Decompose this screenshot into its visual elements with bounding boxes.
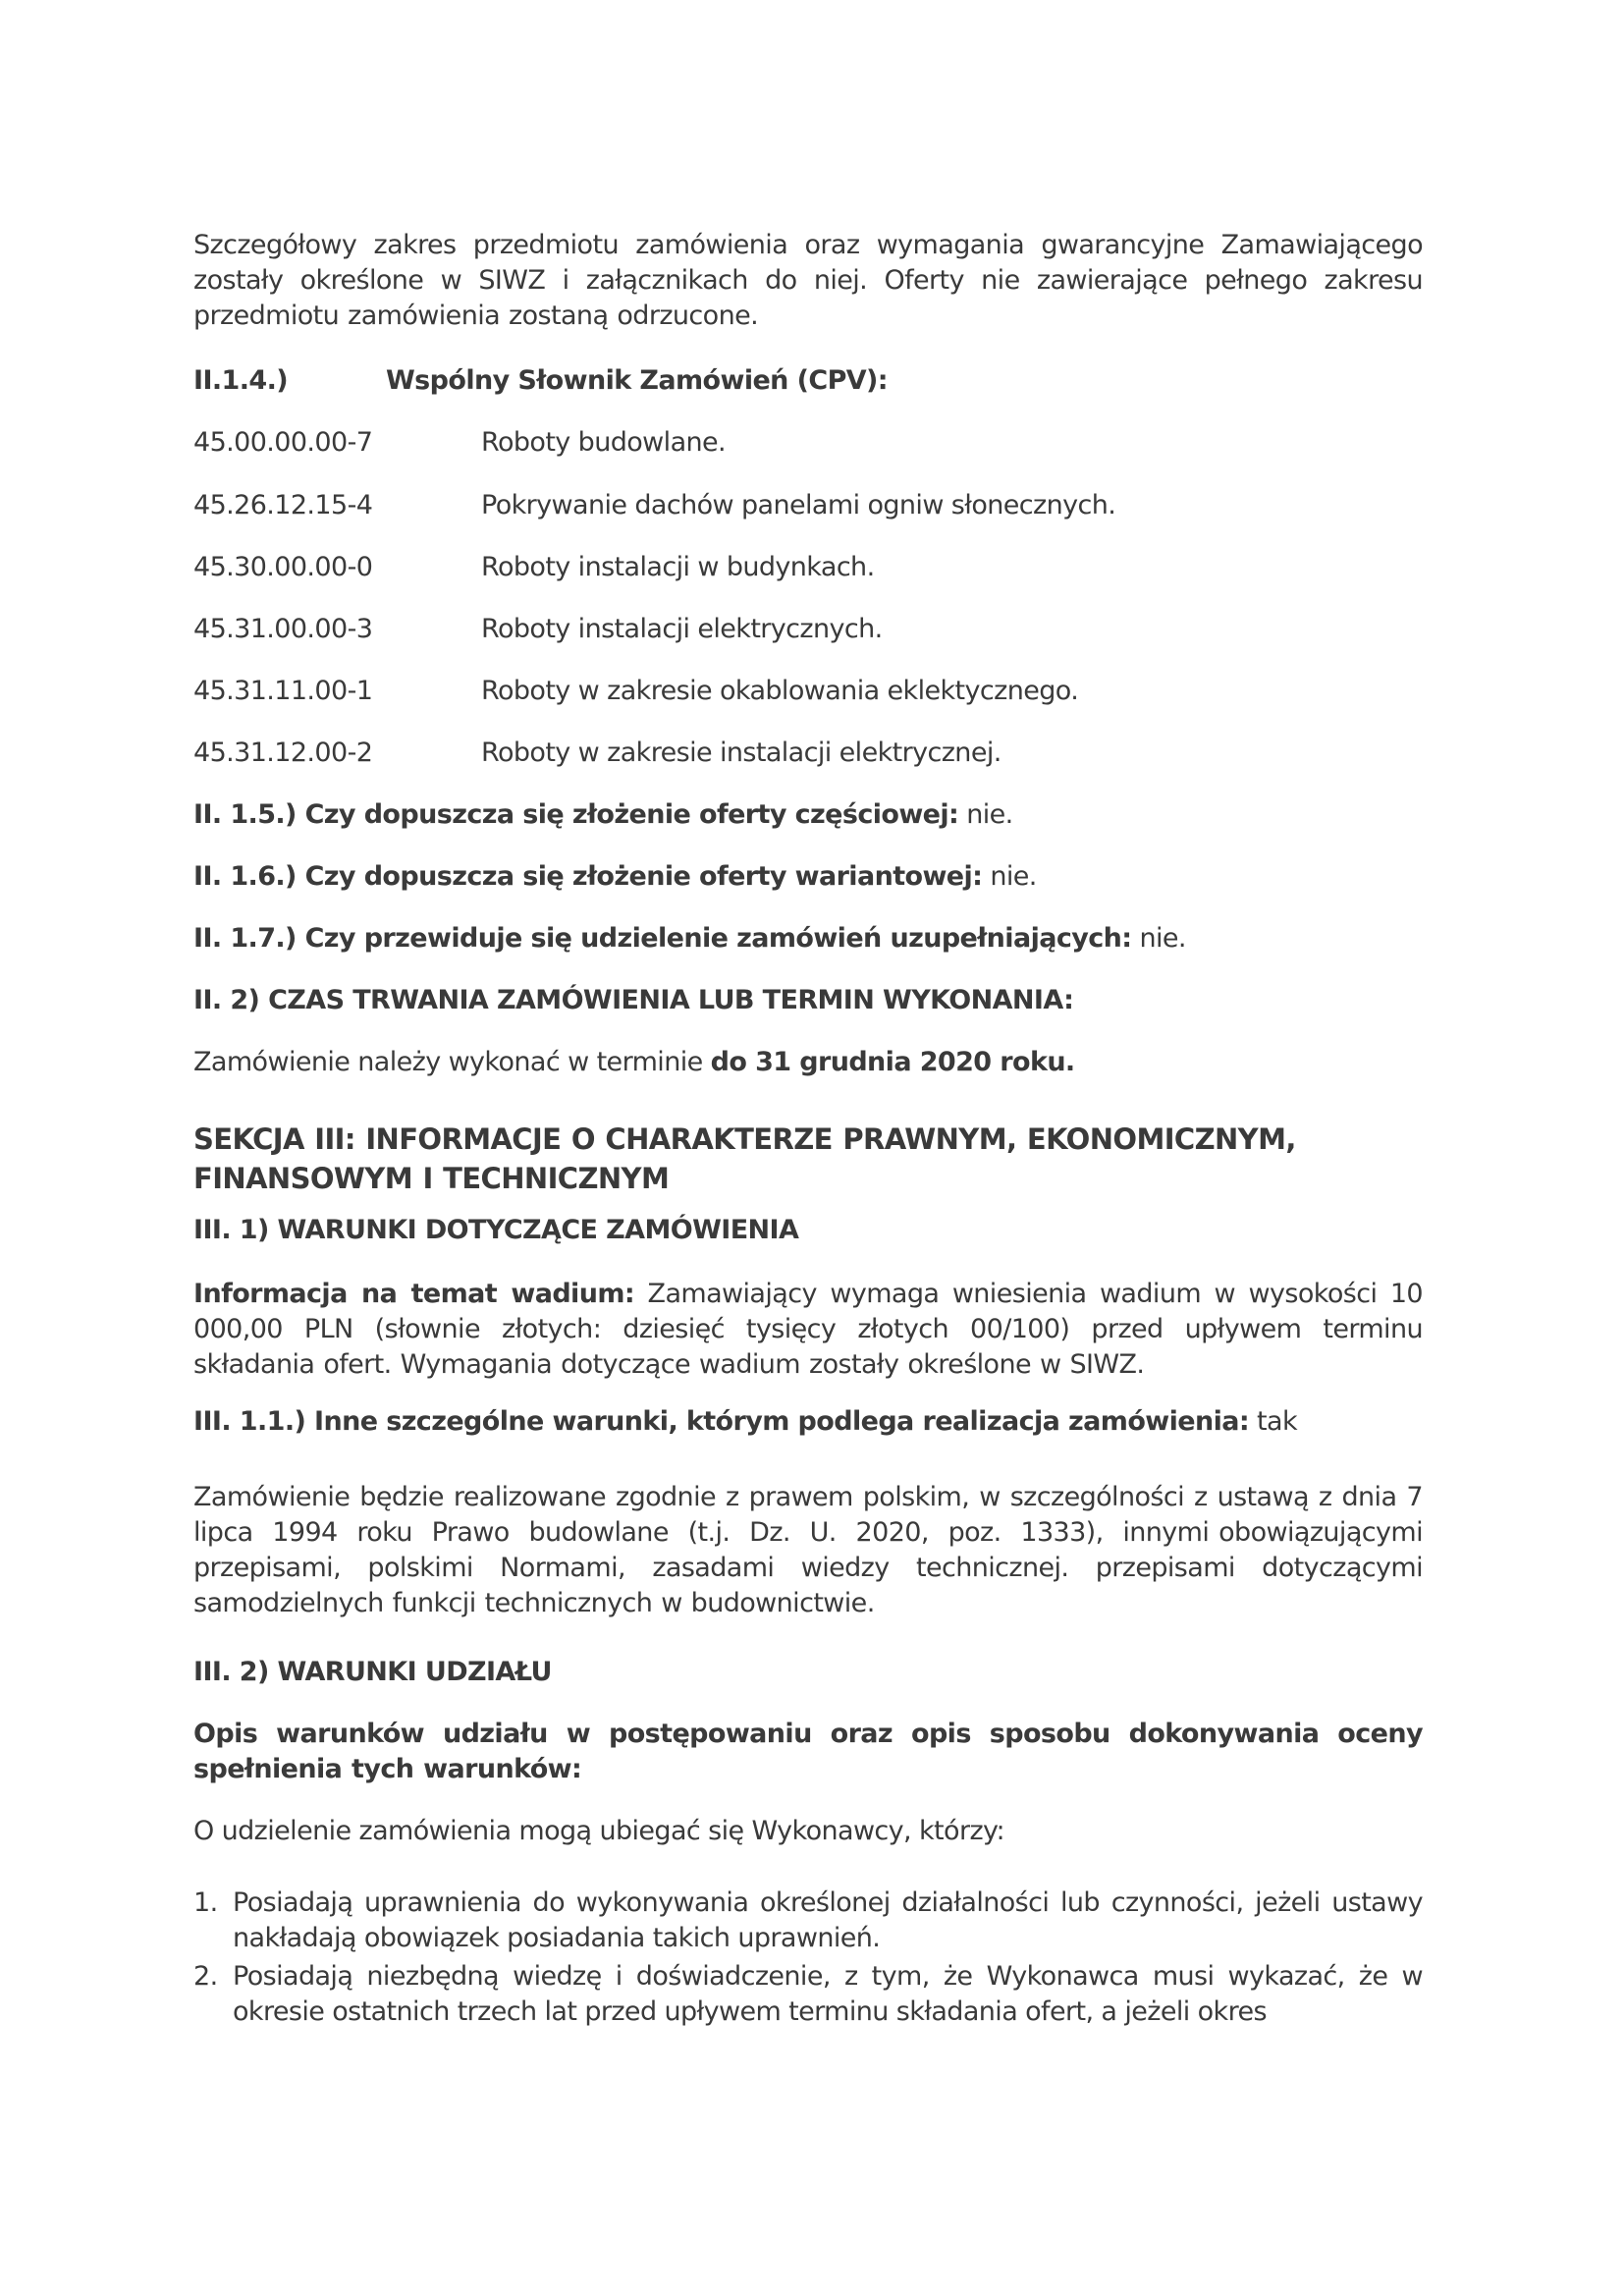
intro-paragraph: Szczegółowy zakres przedmiotu zamówienia oraz wymagania gwarancyjne Zamawiającego zostały określone w SIWZ i załącznikach do niej. Oferty nie zawierające pełnego zakresu przedmiotu zamówienia zostaną odrzucone. — [193, 230, 1423, 331]
question-partial-offer — [193, 797, 1423, 833]
cpv-code: 45.00.00.00-7 — [193, 427, 373, 458]
cpv-row — [193, 550, 1423, 585]
question-answer: nie. — [982, 861, 1037, 892]
cpv-row — [193, 612, 1423, 647]
section3-sub2-heading: III. 2) WARUNKI UDZIAŁU — [193, 1657, 552, 1687]
duration-heading: II. 2) CZAS TRWANIA ZAMÓWIENIA LUB TERMIN WYKONANIA: — [193, 985, 1074, 1015]
list-text: Posiadają uprawnienia do wykonywania określonej działalności lub czynności, jeżeli ustawy nakładają obowiązek posiadania takich uprawnień. — [233, 1887, 1423, 1953]
conditions-list-item — [193, 1886, 1423, 1956]
cpv-label: Pokrywanie dachów panelami ogniw słonecznych. — [481, 490, 1116, 520]
duration-text — [193, 1045, 1423, 1080]
question-label: II. 1.6.) Czy dopuszcza się złożenie oferty wariantowej: — [193, 861, 983, 892]
cpv-row — [193, 425, 1423, 461]
conditions-list-item — [193, 1959, 1423, 2030]
cpv-heading-title: Wspólny Słownik Zamówień (CPV): — [386, 365, 888, 396]
question-answer: nie. — [958, 799, 1013, 830]
cpv-row — [193, 488, 1423, 523]
section3-title: SEKCJA III: INFORMACJE O CHARAKTERZE PRAWNYM, EKONOMICZNYM, FINANSOWYM I TECHNICZNYM — [193, 1122, 1296, 1195]
cpv-heading — [193, 363, 1423, 399]
list-number: 1. — [193, 1887, 218, 1918]
cpv-heading-number: II.1.4.) — [193, 365, 288, 396]
cpv-label: Roboty instalacji elektrycznych. — [481, 614, 883, 644]
cpv-code: 45.26.12.15-4 — [193, 490, 373, 520]
cpv-code: 45.31.12.00-2 — [193, 738, 373, 768]
cpv-label: Roboty w zakresie okablowania eklektycznego. — [481, 676, 1079, 706]
cpv-row — [193, 674, 1423, 709]
cpv-code: 45.31.11.00-1 — [193, 676, 373, 706]
question-label: II. 1.5.) Czy dopuszcza się złożenie oferty częściowej: — [193, 799, 959, 830]
law-paragraph: Zamówienie będzie realizowane zgodnie z prawem polskim, w szczególności z ustawą z dnia 7 lipca 1994 roku Prawo budowlane (t.j. Dz. U. 2020, poz. 1333), innymi obowiązującymi przepisami, polskimi Normami, zasadami wiedzy technicznej. przepisami dotyczącymi samodzielnych funkcji technicznych w budownictwie. — [193, 1482, 1432, 1618]
conditions-intro: O udzielenie zamówienia mogą ubiegać się Wykonawcy, którzy: — [193, 1816, 1004, 1846]
question-variant-offer — [193, 859, 1423, 895]
list-number: 2. — [193, 1961, 218, 1992]
other-conditions-answer: tak — [1249, 1406, 1298, 1437]
list-text: Posiadają niezbędną wiedzę i doświadczenie, z tym, że Wykonawca musi wykazać, że w okresie ostatnich trzech lat przed upływem terminu składania ofert, a jeżeli okres — [233, 1961, 1423, 2027]
question-label: II. 1.7.) Czy przewiduje się udzielenie zamówień uzupełniających: — [193, 923, 1132, 954]
duration-deadline: do 31 grudnia 2020 roku. — [710, 1047, 1075, 1077]
cpv-code: 45.31.00.00-3 — [193, 614, 373, 644]
wadium-text: Zamawiający wymaga wniesienia wadium w wysokości 10 000,00 PLN (słownie złotych: dziesięć tysięcy złotych 00/100) przed upływem terminu składania ofert. Wymagania dotyczące wadium zostały określone w SIWZ. — [193, 1279, 1423, 1380]
other-conditions — [193, 1404, 1423, 1440]
conditions-heading: Opis warunków udziału w postępowaniu oraz opis sposobu dokonywania oceny spełnienia tych warunków: — [193, 1719, 1423, 1784]
cpv-code: 45.30.00.00-0 — [193, 552, 373, 582]
question-answer: nie. — [1131, 923, 1186, 954]
other-conditions-label: III. 1.1.) Inne szczególne warunki, którym podlega realizacja zamówienia: — [193, 1406, 1250, 1437]
section3-sub1-heading: III. 1) WARUNKI DOTYCZĄCE ZAMÓWIENIA — [193, 1215, 799, 1245]
cpv-label: Roboty budowlane. — [481, 427, 727, 458]
question-supplementary-orders — [193, 921, 1423, 957]
duration-text-prefix: Zamówienie należy wykonać w terminie — [193, 1047, 711, 1077]
wadium-label: Informacja na temat wadium: — [193, 1279, 635, 1309]
cpv-label: Roboty w zakresie instalacji elektrycznej. — [481, 738, 1001, 768]
wadium-paragraph — [193, 1277, 1423, 1383]
cpv-row — [193, 736, 1423, 771]
cpv-label: Roboty instalacji w budynkach. — [481, 552, 875, 582]
